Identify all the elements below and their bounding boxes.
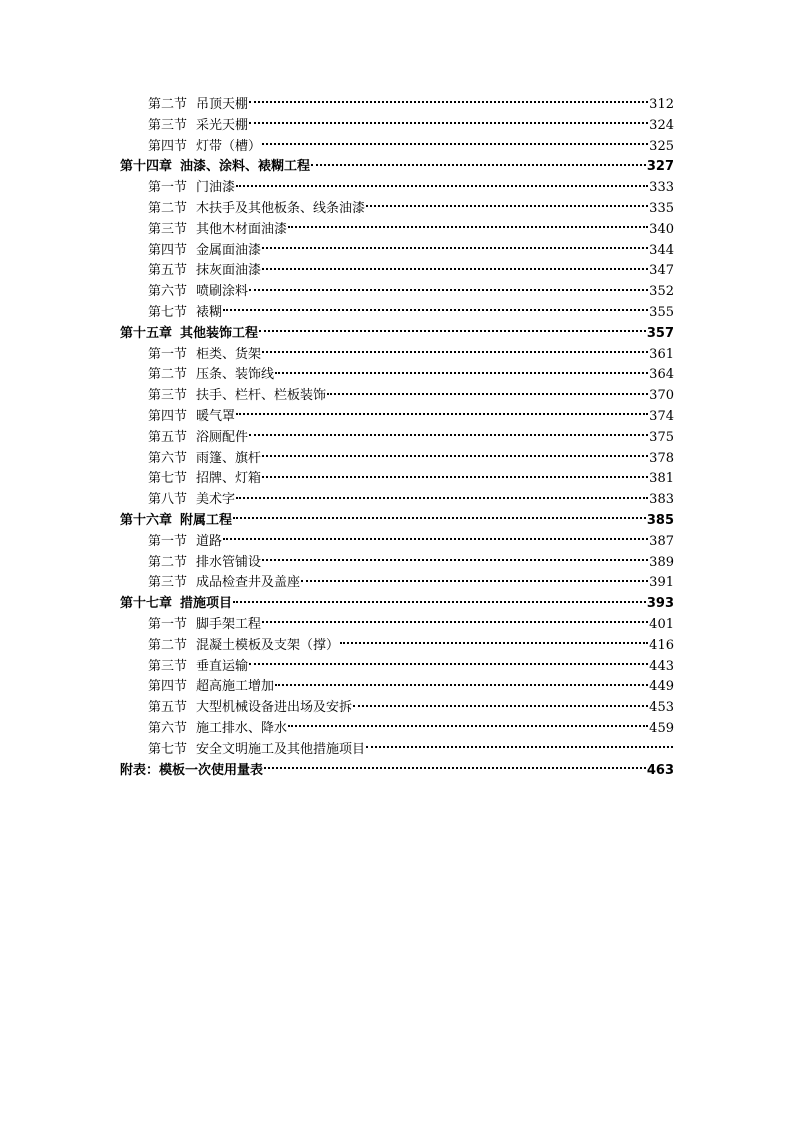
- dot-leader: [262, 351, 648, 353]
- dot-leader: [264, 767, 646, 769]
- toc-entry-number: 第二节: [148, 367, 188, 383]
- dot-leader: [275, 372, 648, 374]
- toc-entry-number: 第八节: [148, 492, 188, 508]
- toc-entry-title: 暖气罩: [196, 408, 236, 424]
- dot-leader: [262, 268, 648, 270]
- toc-entry-page: 459: [649, 720, 674, 736]
- dot-leader: [262, 559, 648, 561]
- toc-section-row: [120, 282, 674, 303]
- dot-leader: [366, 746, 673, 748]
- dot-leader: [236, 413, 648, 415]
- toc-chapter-row: [120, 324, 674, 345]
- toc-chapter-row: [120, 594, 674, 615]
- toc-entry-title: 采光天棚: [196, 117, 249, 133]
- toc-chapter-row: [120, 511, 674, 532]
- toc-entry-page: 340: [649, 221, 674, 237]
- toc-entry-page: 463: [646, 762, 674, 778]
- table-of-contents: [120, 95, 674, 781]
- dot-leader: [249, 289, 648, 291]
- toc-entry-page: 385: [646, 512, 674, 528]
- toc-entry-page: 370: [649, 388, 674, 404]
- toc-section-row: [120, 345, 674, 366]
- toc-entry-number: 第三节: [148, 221, 188, 237]
- toc-entry-page: 391: [649, 575, 674, 591]
- toc-entry-title: 吊顶天棚: [196, 97, 249, 112]
- toc-entry-number: 第三节: [148, 575, 188, 591]
- toc-entry-number: 第四节: [148, 242, 188, 258]
- toc-entry-number: 第五节: [148, 429, 188, 445]
- dot-leader: [311, 164, 646, 166]
- toc-entry-page: 324: [649, 117, 674, 133]
- toc-entry-number: 第一节: [148, 533, 188, 549]
- toc-section-row: [120, 719, 674, 740]
- dot-leader: [223, 309, 648, 311]
- dot-leader: [262, 247, 648, 249]
- toc-entry-page: 383: [649, 492, 674, 508]
- toc-entry-number: 第四节: [148, 138, 188, 154]
- dot-leader: [288, 725, 648, 727]
- toc-entry-title: 附属工程: [180, 512, 233, 528]
- toc-section-row: [120, 365, 674, 386]
- toc-entry-title: 金属面油漆: [196, 242, 262, 258]
- toc-section-row: [120, 553, 674, 574]
- toc-entry-title: 抹灰面油漆: [196, 263, 262, 279]
- toc-section-row: [120, 303, 674, 324]
- toc-entry-page: 393: [646, 596, 674, 612]
- toc-entry-page: 401: [649, 616, 674, 632]
- toc-entry-page: 325: [649, 138, 674, 154]
- toc-entry-title: 油漆、涂料、裱糊工程: [180, 159, 311, 175]
- toc-entry-number: 第六节: [148, 284, 188, 300]
- toc-entry-number: 第十五章: [120, 325, 173, 341]
- toc-entry-page: 453: [649, 700, 674, 716]
- toc-section-row: [120, 178, 674, 199]
- toc-section-row: [120, 677, 674, 698]
- toc-section-row: [120, 573, 674, 594]
- toc-entry-number: 第二节: [148, 637, 188, 653]
- toc-section-row: [120, 657, 674, 678]
- dot-leader: [236, 185, 648, 187]
- toc-entry-number: 第一节: [148, 616, 188, 632]
- toc-entry-number: 第二节: [148, 554, 188, 570]
- toc-entry-page: 374: [649, 408, 674, 424]
- toc-entry-title: 压条、装饰线: [196, 367, 275, 383]
- toc-entry-number: 第二节: [148, 200, 188, 216]
- dot-leader: [233, 601, 646, 603]
- toc-entry-number: 第七节: [148, 741, 188, 757]
- toc-entry-page: 387: [649, 533, 674, 549]
- dot-leader: [340, 642, 648, 644]
- toc-entry-page: 361: [649, 346, 674, 362]
- toc-entry-title: 混凝土模板及支架（撑）: [196, 637, 340, 653]
- dot-leader: [353, 705, 648, 707]
- toc-entry-page: 378: [649, 450, 674, 466]
- toc-entry-number: 第六节: [148, 720, 188, 736]
- dot-leader: [262, 143, 648, 145]
- toc-entry-title: 柜类、货架: [196, 346, 262, 362]
- dot-leader: [236, 497, 648, 499]
- toc-entry-title: 喷刷涂料: [196, 284, 249, 300]
- toc-entry-page: 416: [649, 637, 674, 653]
- toc-chapter-row: [120, 761, 674, 782]
- toc-entry-number: 第三节: [148, 658, 188, 674]
- toc-entry-title: 招牌、灯箱: [196, 471, 262, 487]
- toc-entry-title: 木扶手及其他板条、线条油漆: [196, 200, 366, 216]
- toc-entry-number: 第五节: [148, 700, 188, 716]
- toc-section-row: [120, 449, 674, 470]
- toc-entry-number: 第七节: [148, 471, 188, 487]
- toc-entry-title: 门油漆: [196, 180, 236, 196]
- dot-leader: [233, 517, 646, 519]
- toc-section-row: [120, 698, 674, 719]
- toc-entry-page: 381: [649, 471, 674, 487]
- dot-leader: [259, 330, 646, 332]
- toc-section-row: [120, 636, 674, 657]
- toc-entry-page: 344: [649, 242, 674, 258]
- toc-entry-page: 333: [649, 180, 674, 196]
- toc-entry-page: 357: [646, 325, 674, 341]
- toc-entry-page: 347: [649, 263, 674, 279]
- dot-leader: [288, 226, 648, 228]
- toc-entry-number: 第十四章: [120, 159, 173, 175]
- toc-section-row: [120, 386, 674, 407]
- toc-entry-title: 扶手、栏杆、栏板装饰: [196, 388, 327, 404]
- toc-entry-number: 第六节: [148, 450, 188, 466]
- toc-entry-page: 364: [649, 367, 674, 383]
- toc-entry-page: 389: [649, 554, 674, 570]
- toc-section-row: [120, 615, 674, 636]
- toc-entry-title: 附表：模板一次使用量表: [120, 762, 264, 778]
- toc-section-row: [120, 137, 674, 158]
- dot-leader: [301, 580, 648, 582]
- toc-section-row: [120, 469, 674, 490]
- dot-leader: [327, 393, 648, 395]
- toc-entry-number: 第三节: [148, 117, 188, 133]
- toc-chapter-row: [120, 157, 674, 178]
- toc-section-row: [120, 490, 674, 511]
- toc-section-row: [120, 532, 674, 553]
- dot-leader: [249, 122, 648, 124]
- toc-section-row: [120, 95, 674, 116]
- toc-entry-title: 道路: [196, 533, 223, 549]
- dot-leader: [262, 455, 648, 457]
- toc-entry-title: 浴厕配件: [196, 429, 249, 445]
- toc-entry-page: 443: [649, 658, 674, 674]
- toc-entry-number: 第一节: [148, 180, 188, 196]
- toc-entry-number: 第十六章: [120, 512, 173, 528]
- toc-entry-page: 352: [649, 284, 674, 300]
- toc-section-row: [120, 407, 674, 428]
- dot-leader: [275, 684, 648, 686]
- toc-entry-number: 第一节: [148, 346, 188, 362]
- toc-section-row: [120, 428, 674, 449]
- toc-entry-number: 第四节: [148, 408, 188, 424]
- toc-section-row: [120, 116, 674, 137]
- toc-entry-number: 第三节: [148, 388, 188, 404]
- toc-entry-page: 375: [649, 429, 674, 445]
- toc-entry-title: 施工排水、降水: [196, 720, 288, 736]
- toc-entry-title: 成品检查井及盖座: [196, 575, 301, 591]
- toc-entry-number: 第十七章: [120, 596, 173, 612]
- dot-leader: [262, 476, 648, 478]
- dot-leader: [249, 434, 648, 436]
- toc-entry-number: 第五节: [148, 263, 188, 279]
- toc-section-row: [120, 740, 674, 761]
- dot-leader: [249, 663, 648, 665]
- toc-entry-title: 排水管铺设: [196, 554, 262, 570]
- toc-entry-page: 335: [649, 200, 674, 216]
- toc-entry-title: 安全文明施工及其他措施项目: [196, 741, 366, 757]
- toc-entry-page: 355: [649, 304, 674, 320]
- toc-entry-page: 327: [646, 159, 674, 175]
- toc-entry-title: 措施项目: [180, 596, 233, 612]
- toc-entry-number: 第二节: [148, 97, 188, 112]
- toc-section-row: [120, 261, 674, 282]
- toc-entry-number: 第四节: [148, 679, 188, 695]
- toc-section-row: [120, 199, 674, 220]
- toc-section-row: [120, 220, 674, 241]
- toc-entry-title: 其他木材面油漆: [196, 221, 288, 237]
- toc-entry-title: 大型机械设备进出场及安拆: [196, 700, 353, 716]
- toc-entry-title: 灯带（槽）: [196, 138, 262, 154]
- toc-entry-number: 第七节: [148, 304, 188, 320]
- toc-entry-title: 超高施工增加: [196, 679, 275, 695]
- dot-leader: [366, 205, 648, 207]
- toc-entry-title: 美术字: [196, 492, 236, 508]
- toc-section-row: [120, 241, 674, 262]
- toc-entry-title: 裱糊: [196, 304, 223, 320]
- toc-entry-page: 312: [649, 97, 674, 112]
- dot-leader: [262, 621, 648, 623]
- toc-entry-title: 其他装饰工程: [180, 325, 259, 341]
- toc-entry-title: 脚手架工程: [196, 616, 262, 632]
- toc-entry-page: 449: [649, 679, 674, 695]
- toc-entry-title: 雨篷、旗杆: [196, 450, 262, 466]
- dot-leader: [223, 538, 648, 540]
- dot-leader: [249, 101, 648, 103]
- toc-entry-title: 垂直运输: [196, 658, 249, 674]
